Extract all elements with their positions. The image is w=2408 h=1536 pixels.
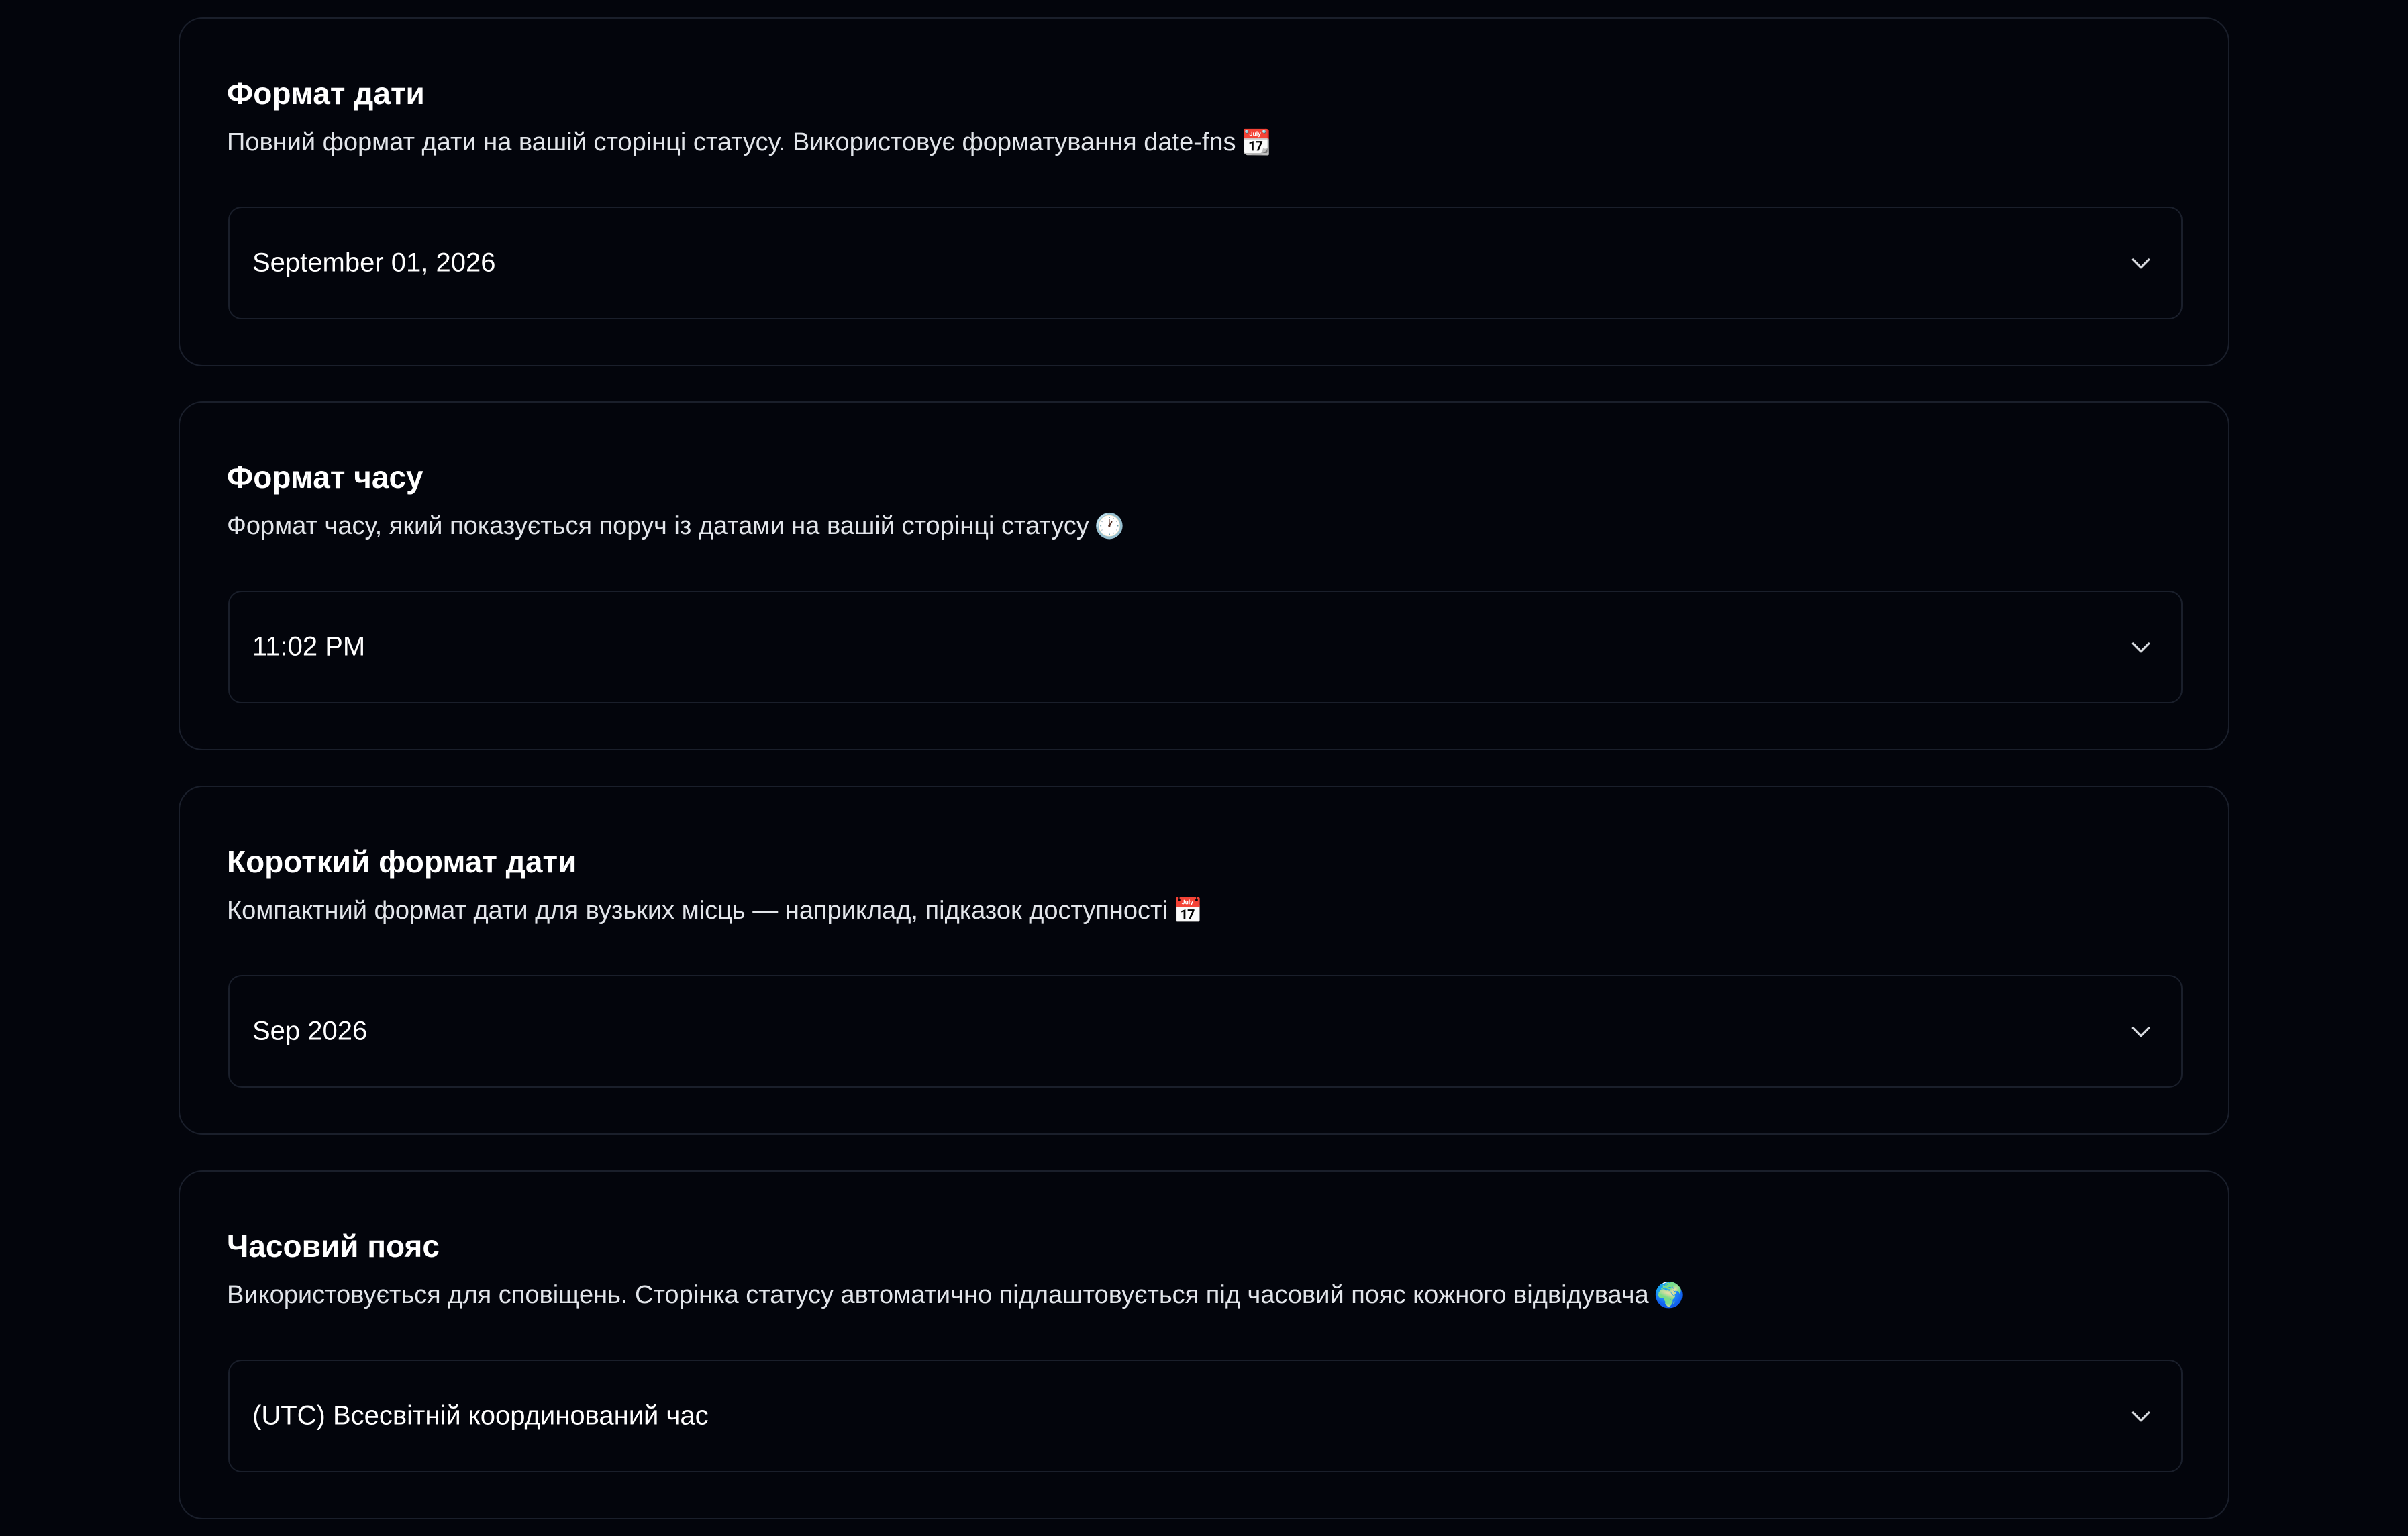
time-format-description — [227, 511, 1125, 542]
time-format-selected-value: 11:02 PM — [252, 631, 366, 662]
time-format-description-text: Формат часу, який показується поруч із датами на вашій сторінці статусу — [227, 512, 1089, 540]
date-format-title: Формат дати — [227, 76, 425, 111]
short-date-format-title: Короткий формат дати — [227, 844, 577, 879]
calendar-icon: 📅 — [1172, 897, 1203, 925]
date-format-description — [227, 127, 1271, 158]
date-format-description-text: Повний формат дати на вашій сторінці статусу. Використовує форматування date-fns — [227, 128, 1236, 156]
chevron-down-icon — [2127, 633, 2154, 660]
date-format-select[interactable] — [228, 207, 2183, 319]
time-format-select[interactable] — [228, 591, 2183, 703]
short-date-format-selected-value: Sep 2026 — [252, 1016, 368, 1046]
time-format-card — [179, 401, 2229, 750]
short-date-format-select[interactable] — [228, 975, 2183, 1088]
globe-icon: 🌍 — [1654, 1282, 1685, 1309]
chevron-down-icon — [2127, 1402, 2154, 1429]
calendar-icon: 📆 — [1241, 129, 1272, 156]
timezone-title: Часовий пояс — [227, 1229, 440, 1264]
short-date-format-description-text: Компактний формат дати для вузьких місць — наприклад, підказок доступності — [227, 897, 1168, 925]
date-format-card — [179, 17, 2229, 366]
clock-icon: 🕐 — [1094, 513, 1125, 540]
timezone-card — [179, 1170, 2229, 1519]
timezone-description — [227, 1280, 1685, 1311]
timezone-select[interactable] — [228, 1360, 2183, 1472]
timezone-description-text: Використовується для сповіщень. Сторінка статусу автоматично підлаштовується під часовий пояс кожного відвідувача — [227, 1281, 1649, 1309]
short-date-format-description — [227, 896, 1203, 927]
chevron-down-icon — [2127, 250, 2154, 276]
timezone-selected-value: (UTC) Всесвітній координований час — [252, 1400, 709, 1431]
chevron-down-icon — [2127, 1018, 2154, 1045]
date-format-selected-value: September 01, 2026 — [252, 248, 496, 278]
short-date-format-card — [179, 786, 2229, 1135]
time-format-title: Формат часу — [227, 460, 423, 495]
